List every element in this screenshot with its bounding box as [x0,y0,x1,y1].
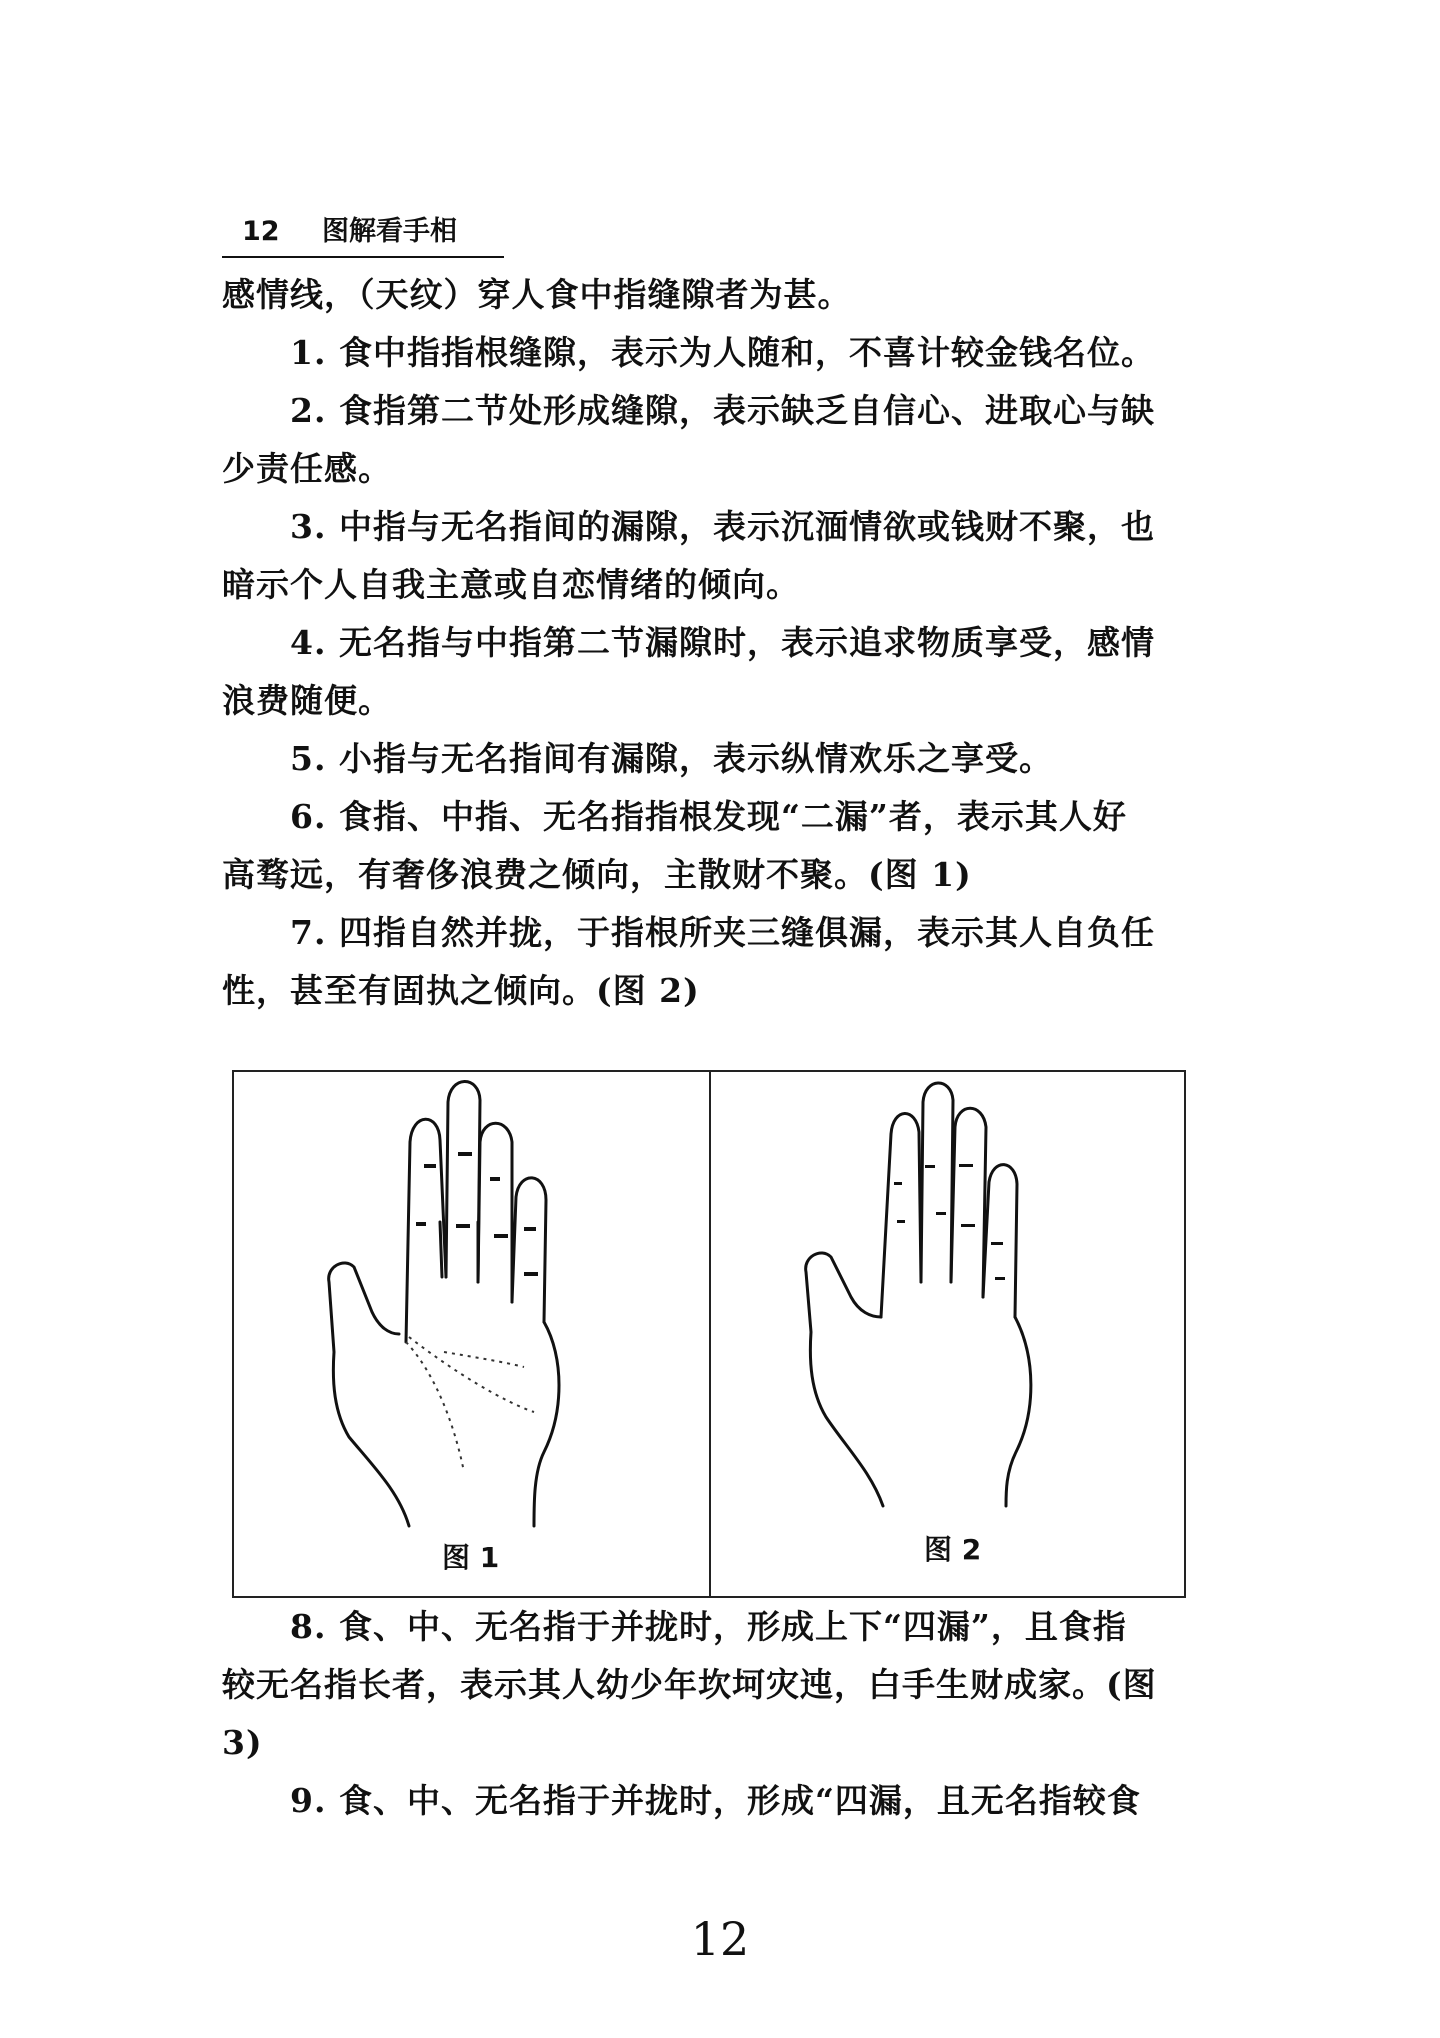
header-book-title: 图解看手相 [322,216,457,247]
body-text-upper [222,266,1192,1020]
body-text-lower [222,1598,1192,1830]
paragraph-line: 3) [222,1723,263,1762]
paragraph-line: 2. 食指第二节处形成缝隙，表示缺乏自信心、进取心与缺 [290,391,1155,430]
paragraph-line: 4. 无名指与中指第二节漏隙时，表示追求物质享受，感情 [290,623,1155,662]
paragraph-line: 5. 小指与无名指间有漏隙，表示纵情欢乐之享受。 [290,739,1053,778]
paragraph-line: 浪费随便。 [222,681,392,720]
paragraph-line: 7. 四指自然并拢，于指根所夹三缝俱漏，表示其人自负任 [290,913,1155,952]
footer-page-number: 12 [690,1912,750,1966]
paragraph-line: 较无名指长者，表示其人幼少年坎坷灾迍，白手生财成家。(图 [222,1665,1157,1704]
paragraph-line: 感情线，（天纹）穿人食中指缝隙者为甚。 [222,275,852,314]
figure-1-caption: 图 1 [442,1541,500,1574]
hand-illustration-fig1 [234,1072,709,1596]
figure-panel [232,1070,1186,1598]
paragraph-line: 暗示个人自我主意或自恋情绪的倾向。 [222,565,800,604]
running-header [222,212,504,258]
paragraph-line: 9. 食、中、无名指于并拢时，形成“四漏，且无名指较食 [290,1781,1141,1820]
paragraph-line: 8. 食、中、无名指于并拢时，形成上下“四漏”，且食指 [290,1607,1127,1646]
paragraph-line: 高骛远，有奢侈浪费之倾向，主散财不聚。(图 1) [222,855,972,894]
paragraph-line: 6. 食指、中指、无名指指根发现“二漏”者，表示其人好 [290,797,1127,836]
hand-illustration-fig2 [711,1072,1186,1596]
paragraph-line: 1. 食中指指根缝隙，表示为人随和，不喜计较金钱名位。 [290,333,1155,372]
paragraph-line: 性，甚至有固执之倾向。(图 2) [222,971,700,1010]
paragraph-line: 3. 中指与无名指间的漏隙，表示沉湎情欲或钱财不聚，也 [290,507,1155,546]
paragraph-line: 少责任感。 [222,449,392,488]
figure-2-caption: 图 2 [924,1533,982,1566]
header-page-number: 12 [242,216,280,247]
